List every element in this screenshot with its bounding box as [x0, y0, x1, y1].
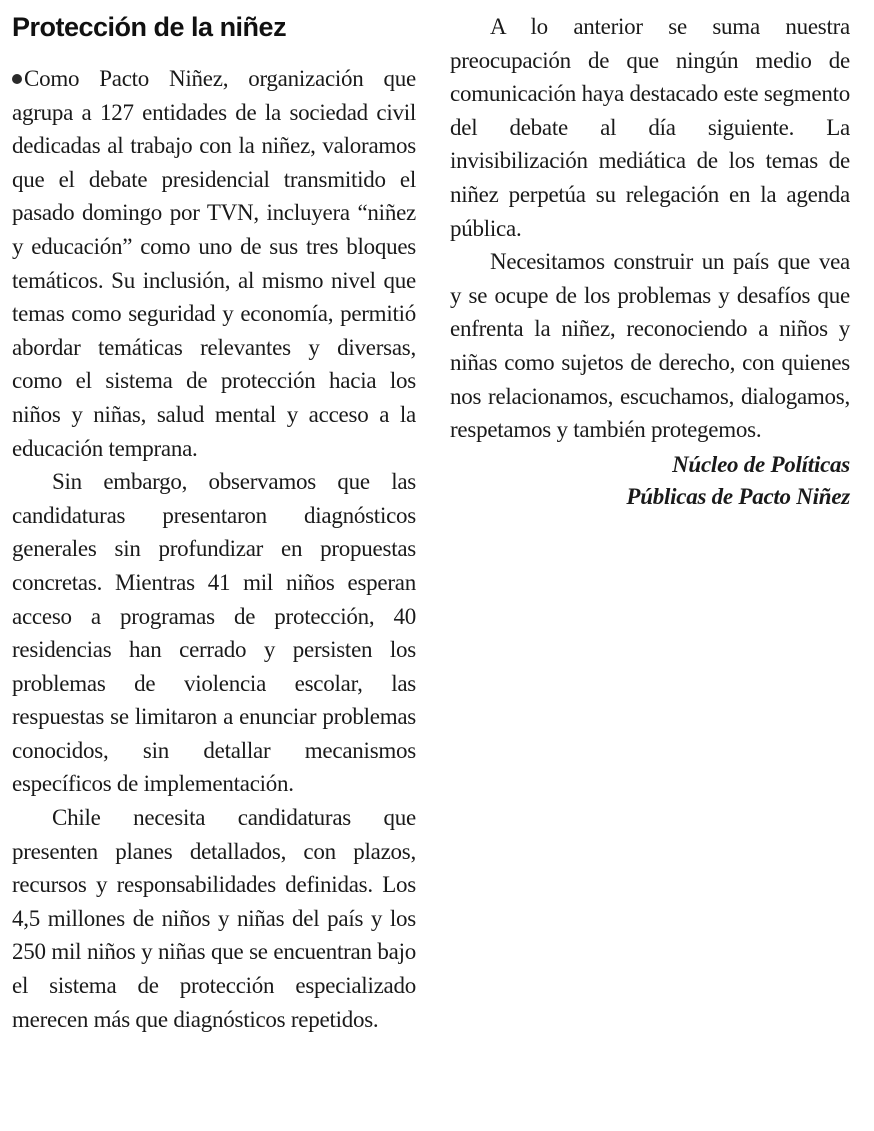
paragraph-3: Chile necesita candidaturas que presenten planes detallados, con plazos, recursos y responsabilidades definidas. Los 4,5 millones de niños y niñas del país y los 250 mil niños y niñas que se encuentran bajo el sistema de protección especializado merecen más que diagnósticos repetidos. [12, 805, 416, 1032]
paragraph-1 [12, 62, 416, 465]
paragraph-1-text: Como Pacto Niñez, organización que agrupa a 127 entidades de la sociedad civil dedicadas al trabajo con la niñez, valoramos que el debate presidencial transmitido el pasado domingo por TVN, incluyera “niñez y educación” como uno de sus tres bloques temáticos. Su inclusión, al mismo nivel que temas como seguridad y economía, permitió abordar temáticas relevantes y diversas, como el sistema de protección hacia los niños y niñas, salud mental y acceso a la educación temprana. [12, 66, 416, 461]
paragraph-2: Sin embargo, observamos que las candidaturas presentaron diagnósticos generales sin profundizar en propuestas concretas. Mientras 41 mil niños esperan acceso a programas de protección, 40 residencias han cerrado y persisten los problemas de violencia escolar, las respuestas se limitaron a enunciar problemas conocidos, sin detallar mecanismos específicos de implementación. [12, 469, 416, 797]
bullet-icon [12, 74, 22, 84]
signature [450, 449, 850, 513]
left-column [12, 0, 440, 1131]
article-title: Protección de la niñez [12, 12, 287, 42]
left-column-text [12, 62, 416, 1036]
signature-line-1: Núcleo de Políticas [672, 451, 850, 477]
signature-line-2: Públicas de Pacto Niñez [626, 483, 850, 509]
right-column-text [450, 10, 850, 513]
paragraph-5: Necesitamos construir un país que vea y se ocupe de los problemas y desafíos que enfrenta la niñez, reconociendo a niños y niñas como sujetos de derecho, con quienes nos relacionamos, escuchamos, dialogamos, respetamos y también protegemos. [450, 249, 850, 443]
paragraph-4: A lo anterior se suma nuestra preocupación de que ningún medio de comunicación haya destacado este segmento del debate al día siguiente. La invisibilización mediática de los temas de niñez perpetúa su relegación en la agenda pública. [450, 14, 850, 241]
